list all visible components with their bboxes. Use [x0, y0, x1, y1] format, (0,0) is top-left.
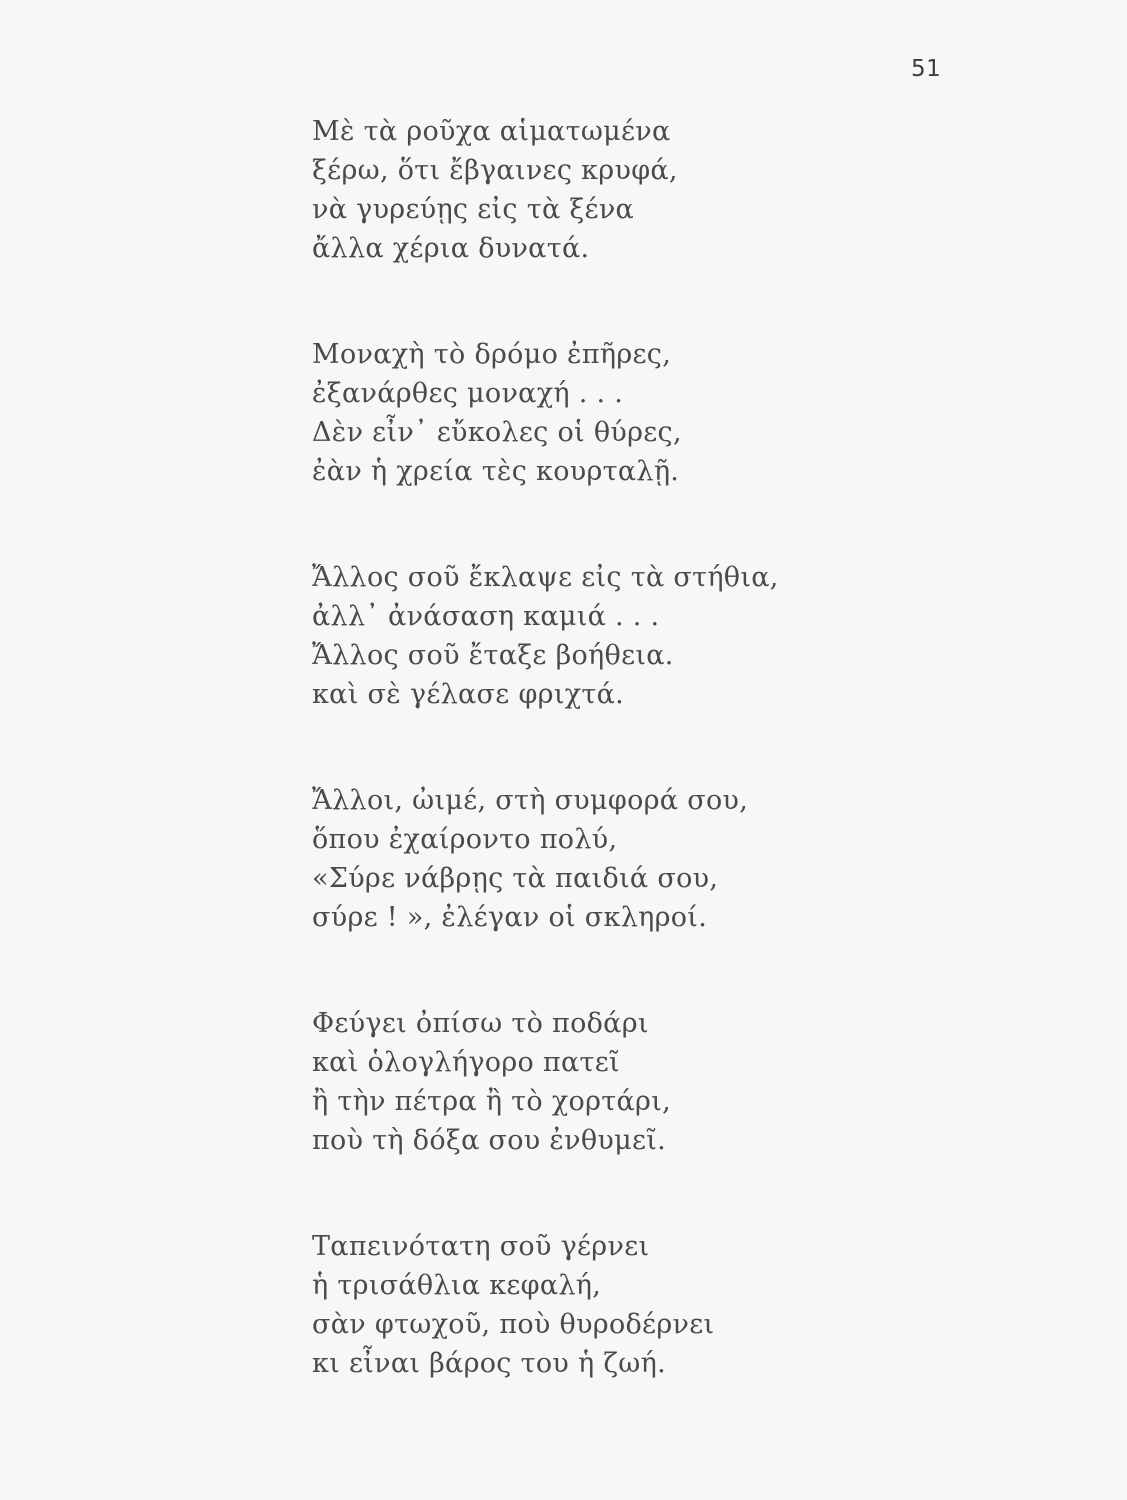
poem-line: σύρε ! », ἐλέγαν οἱ σκληροί. — [312, 902, 708, 933]
poem-line: ἐξανάρθες μοναχή . . . — [312, 378, 624, 409]
poem-line: Ἄλλος σοῦ ἔταξε βοήθεια. — [312, 640, 674, 671]
stanza-2 — [312, 335, 1012, 491]
poem-line: καὶ ὁλογλήγορο πατεῖ — [312, 1047, 620, 1078]
poem-line: σὰν φτωχοῦ, ποὺ θυροδέρνει — [312, 1309, 715, 1340]
page-number: 51 — [911, 56, 942, 82]
poem-line: ἡ τρισάθλια κεφαλή, — [312, 1270, 602, 1301]
poem-line: Μοναχὴ τὸ δρόμο ἐπῆρες, — [312, 339, 672, 370]
poem-line: Ἄλλος σοῦ ἔκλαψε εἰς τὰ στήθια, — [312, 562, 779, 593]
poem-line: ὅπου ἐχαίροντο πολύ, — [312, 824, 618, 855]
poem-line: Φεύγει ὀπίσω τὸ ποδάρι — [312, 1008, 649, 1039]
stanza-4 — [312, 781, 1012, 937]
poem-line: Ταπεινότατη σοῦ γέρνει — [312, 1231, 650, 1262]
poem-line: καὶ σὲ γέλασε φριχτά. — [312, 679, 625, 710]
stanza-6 — [312, 1227, 1012, 1383]
poem-line: Μὲ τὰ ροῦχα αἱματωμένα — [312, 116, 671, 147]
poem-line: ξέρω, ὅτι ἔβγαινες κρυφά, — [312, 155, 678, 186]
poem-line: ἄλλα χέρια δυνατά. — [312, 233, 590, 264]
poem-line: ἀλλ᾽ ἀνάσαση καμιά . . . — [312, 601, 660, 632]
poem-line: Ἄλλοι, ὠιμέ, στὴ συμφορά σου, — [312, 785, 749, 816]
poem-line: Δὲν εἶν᾽ εὔκολες οἱ θύρες, — [312, 417, 682, 448]
poem-line: κι εἶναι βάρος του ἡ ζωή. — [312, 1348, 666, 1379]
poem-body — [312, 112, 1012, 1450]
poem-line: «Σύρε νάβρῃς τὰ παιδιά σου, — [312, 863, 719, 894]
stanza-3 — [312, 558, 1012, 714]
poem-line: ποὺ τὴ δόξα σου ἐνθυμεῖ. — [312, 1125, 667, 1156]
poem-line: ἢ τὴν πέτρα ἢ τὸ χορτάρι, — [312, 1086, 671, 1117]
poem-line: ἐὰν ἡ χρεία τὲς κουρταλῇ. — [312, 456, 680, 487]
stanza-5 — [312, 1004, 1012, 1160]
stanza-1 — [312, 112, 1012, 268]
poem-line: νὰ γυρεύῃς εἰς τὰ ξένα — [312, 194, 635, 225]
